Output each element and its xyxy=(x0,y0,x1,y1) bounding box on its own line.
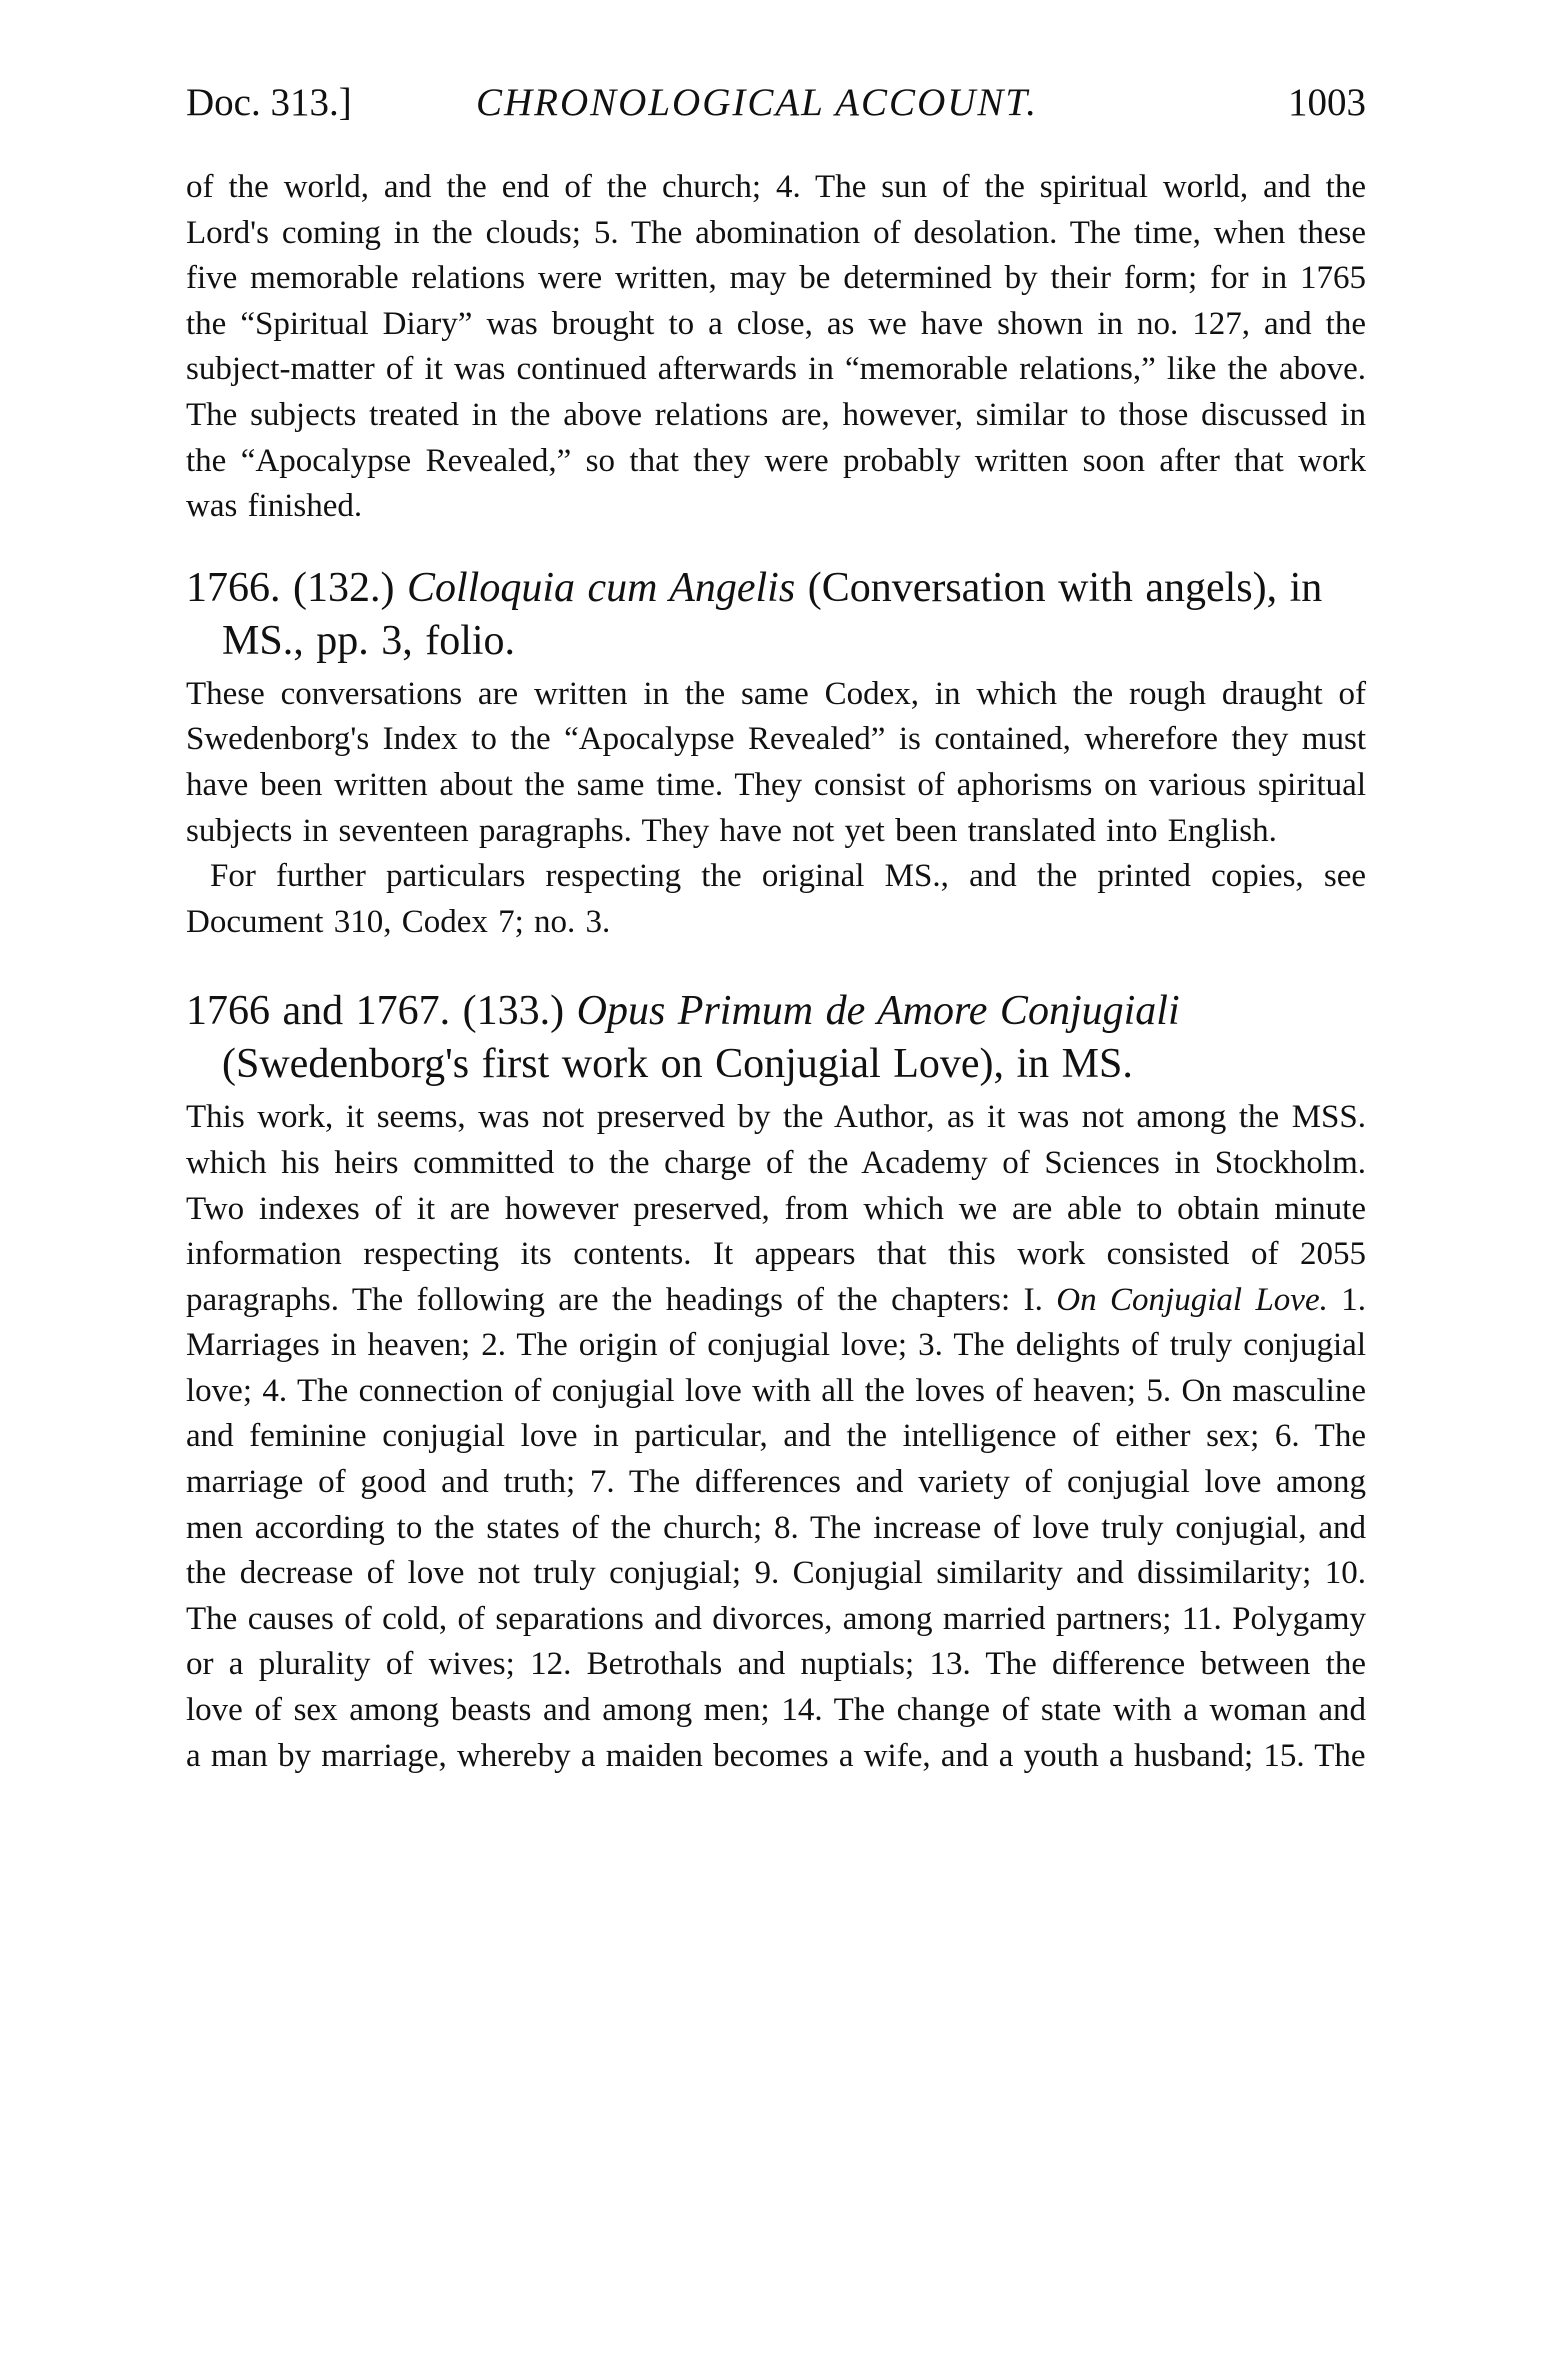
running-header xyxy=(186,80,1366,130)
entry-133-prefix: 1766 and 1767. (133.) xyxy=(186,988,565,1035)
entry-132-latin-title: Colloquia cum Angelis xyxy=(406,564,796,611)
header-title: CHRONOLOGICAL ACCOUNT. xyxy=(476,81,1038,124)
header-document-ref: Doc. 313.] xyxy=(186,81,352,124)
entry-133-chapter-title: On Conjugial Love. xyxy=(1056,1281,1328,1318)
entry-132-suffix: (Conversation with angels), in MS., pp. 3, folio. xyxy=(222,564,1323,664)
entry-132-prefix: 1766. (132.) xyxy=(186,564,395,611)
page-number: 1003 xyxy=(1288,81,1366,124)
entry-133-latin-title: Opus Primum de Amore Conjugiali xyxy=(576,988,1180,1035)
entry-133-paragraph xyxy=(186,1095,1366,1779)
entry-132-heading xyxy=(186,562,1366,668)
entry-133-paragraph-start: This work, it seems, was not preserved by the Author, as it was not among the MSS. which his heirs committed to the charge of the Academy of Sciences in Stockholm. Two indexes of it are however preserved, from which we are able to obtain minute information respecting its contents. It appears that this work consisted of 2055 paragraphs. The following are the headings of the chapters: I. xyxy=(186,1099,1366,1318)
continuation-paragraph: of the world, and the end of the church; 4. The sun of the spiritual world, and the Lord's coming in the clouds; 5. The abomination of desolation. The time, when these five memorable relations were written, may be determined by their form; for in 1765 the “Spiritual Diary” was brought to a close, as we have shown in no. 127, and the subject-matter of it was continued afterwards in “memorable relations,” like the above. The subjects treated in the above relations are, however, similar to those discussed in the “Apocalypse Revealed,” so that they were probably written soon after that work was finished. xyxy=(186,169,1366,525)
body-text xyxy=(186,165,1366,1779)
entry-133-suffix: (Swedenborg's first work on Conjugial Love), in MS. xyxy=(222,1041,1133,1088)
entry-133-heading xyxy=(186,985,1366,1091)
entry-132-paragraph-1: These conversations are written in the same Codex, in which the rough draught of Swedenborg's Index to the “Apocalypse Revealed” is contained, wherefore they must have been written about the same time. They consist of aphorisms on various spiritual subjects in seventeen paragraphs. They have not yet been translated into English. xyxy=(186,675,1366,849)
entry-133-paragraph-end: 1. Marriages in heaven; 2. The origin of conjugial love; 3. The delights of truly conjugial love; 4. The connection of conjugial love with all the loves of heaven; 5. On masculine and feminine conjugial love in particular, and the intelligence of either sex; 6. The marriage of good and truth; 7. The differences and variety of conjugial love among men according to the states of the church; 8. The increase of love truly conjugial, and the decrease of love not truly conjugial; 9. Conjugial similarity and dissimilarity; 10. The causes of cold, of separations and divorces, among married partners; 11. Polygamy or a plurality of wives; 12. Betrothals and nuptials; 13. The difference between the love of sex among beasts and among men; 14. The change of state with a woman and a man by marriage, whereby a maiden becomes a wife, and a youth a husband; 15. The xyxy=(186,1281,1367,1774)
entry-132-paragraph-2: For further particulars respecting the original MS., and the printed copies, see Document 310, Codex 7; no. 3. xyxy=(186,858,1366,940)
